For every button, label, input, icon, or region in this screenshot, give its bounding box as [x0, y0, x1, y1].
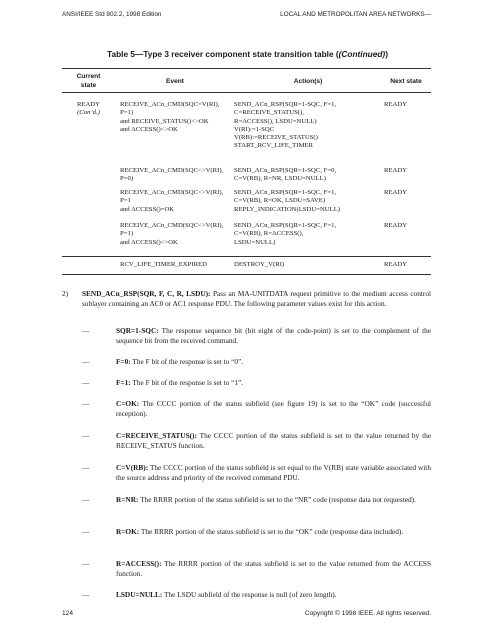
column-header-action: Action(s) — [293, 78, 323, 85]
table-row-3-next-state: READY — [384, 189, 408, 196]
definition-r-nr — [116, 495, 431, 505]
action-line: SEND_ACn_RSP(SQR=1-SQC, F=1, — [234, 101, 337, 108]
event-line: and ACCESS()=OK — [120, 205, 175, 213]
column-header-next-state: Next state — [390, 78, 422, 85]
table-row-3-event — [120, 189, 223, 214]
definition-text: The RRRR portion of the status subfield is set to the value returned from the ACCESS function. — [116, 559, 431, 579]
event-line: and RECEIVE_STATUS()<>OK — [120, 117, 209, 125]
table-row-1-event — [120, 101, 219, 134]
definition-text: The CCCC portion of the status subfield (see figure 19) is set to the “OK” code (successful reception). — [116, 399, 431, 419]
event-line: P=1 — [120, 197, 131, 205]
action-line: REPLY_INDICATION(LSDU=NULL) — [234, 205, 341, 213]
list-item-number: 2) — [62, 289, 69, 298]
item-2-paragraph — [82, 289, 431, 309]
definition-term: SQR=1-SQC: — [116, 326, 159, 335]
em-dash: — — [82, 399, 90, 408]
definition-r-access — [116, 559, 431, 579]
definition-term: R=NR: — [116, 495, 139, 504]
action-line: SEND_ACn_RSP(SQR=1-SQC, F=0, — [234, 167, 337, 174]
definition-term: C=V(RB): — [116, 463, 149, 472]
event-line: P=0) — [120, 175, 134, 183]
table-row-4-action — [234, 222, 336, 247]
running-header-left: ANSI/IEEE Std 802.2, 1998 Edition — [62, 11, 162, 18]
em-dash: — — [82, 326, 90, 335]
definition-sqr — [116, 326, 431, 346]
definition-term: F=1: — [116, 378, 131, 387]
definition-text: The F bit of the response is set to “0”. — [130, 357, 244, 366]
event-line: P=1) — [120, 230, 134, 238]
table-bottom-rule — [62, 274, 431, 275]
definition-f1 — [116, 378, 431, 388]
column-header-current-state — [62, 72, 115, 90]
column-header-current-line1: Current — [76, 73, 101, 80]
definition-c-receive-status — [116, 431, 431, 451]
table-row-2-next-state: READY — [384, 167, 408, 174]
em-dash: — — [82, 357, 90, 366]
action-line: C=V(RB), R=OK, LSDU=SAVE) — [234, 197, 326, 205]
table-row-1-action — [234, 101, 336, 151]
current-state-continued: (Con’d.) — [77, 109, 100, 117]
em-dash: — — [82, 559, 90, 568]
table-title: Table 5—Type 3 receiver component state transition table ((Continued)) — [107, 49, 388, 59]
definition-lsdu-null — [116, 590, 431, 600]
table-row-4-event — [120, 222, 223, 247]
table-row-1-next-state: READY — [384, 101, 408, 108]
table-row-5-action: DESTROY_V(RI) — [234, 261, 285, 268]
definition-text: The RRRR portion of the status subfield is set to the “NR” code (response data not requested). — [138, 495, 416, 504]
definition-text: The CCCC portion of the status subfield is set equal to the V(RB) state variable associated with the source address and priority of the received command PDU. — [116, 463, 431, 483]
definition-c-ok — [116, 399, 431, 419]
table-row-5-next-state: READY — [384, 261, 408, 268]
definition-term: R=OK: — [116, 527, 140, 536]
action-line: V(RI):=1-SQC — [234, 125, 275, 133]
definition-text: The RRRR portion of the status subfield is set to the “OK” code (response data included). — [139, 527, 404, 536]
table-row-2-action — [234, 167, 336, 184]
event-line: and ACCESS()<>OK — [120, 125, 178, 133]
em-dash: — — [82, 527, 90, 536]
action-line: SEND_ACn_RSP(SQR=1-SQC, F=1, — [234, 189, 337, 196]
table-row-4-next-state: READY — [384, 222, 408, 229]
definition-term: C=RECEIVE_STATUS(): — [116, 431, 197, 440]
table-last-row-rule — [62, 256, 431, 257]
action-line: SEND_ACn_RSP(SQR=1-SQC, F=1, — [234, 222, 337, 229]
em-dash: — — [82, 378, 90, 387]
action-line: R=ACCESS(), LSDU=NULL) — [234, 117, 317, 125]
event-line: and ACCESS()<>OK — [120, 238, 178, 246]
item-2-text: Pass an MA-UNITDATA request primitive to the medium access control sublayer containing an AC0 or AC1 response PDU. The following parameter values exist for this action. — [82, 289, 431, 309]
action-line: C=V(RB), R=ACCESS(), — [234, 230, 304, 238]
definition-term: R=ACCESS(): — [116, 559, 162, 568]
action-line: C=V(RB), R=NR, LSDU=NULL) — [234, 175, 326, 183]
event-line: RECEIVE_ACn_CMD(SQC<>V(RI), — [120, 222, 224, 229]
definition-term: F=0: — [116, 357, 131, 366]
em-dash: — — [82, 590, 90, 599]
table-row-2-event — [120, 167, 223, 184]
event-line: P=1) — [120, 109, 134, 117]
page-number: 124 — [62, 610, 74, 617]
table-top-rule — [62, 68, 431, 69]
definition-term: LSDU=NULL: — [116, 590, 163, 599]
table-header-rule — [62, 92, 431, 93]
table-title-suffix: (Continued) — [338, 49, 386, 59]
copyright-notice: Copyright © 1998 IEEE. All rights reserved. — [304, 610, 431, 617]
definition-c-vrb — [116, 463, 431, 483]
event-line: RECEIVE_ACn_CMD(SQC=V(RI), — [120, 101, 220, 108]
column-header-event: Event — [166, 78, 184, 85]
definition-text: The LSDU subfield of the response is null (of zero length). — [162, 590, 337, 599]
event-line: RECEIVE_ACn_CMD(SQC<>V(RI), — [120, 189, 224, 196]
action-line: LSDU=NULL) — [234, 238, 276, 246]
em-dash: — — [82, 431, 90, 440]
action-line: START_RCV_LIFE_TIMER — [234, 142, 313, 150]
current-state-cell — [62, 101, 115, 118]
table-row-3-action — [234, 189, 340, 214]
definition-term: C=OK: — [116, 399, 140, 408]
em-dash: — — [82, 463, 90, 472]
em-dash: — — [82, 495, 90, 504]
current-state-value: READY — [76, 101, 101, 108]
running-header-right: LOCAL AND METROPOLITAN AREA NETWORKS— — [280, 11, 431, 18]
definition-r-ok — [116, 527, 431, 537]
table-row-5-event: RCV_LIFE_TIMER_EXPIRED — [120, 261, 207, 268]
item-2-term: SEND_ACn_RSP(SQR, F, C, R, LSDU): — [82, 289, 211, 298]
event-line: RECEIVE_ACn_CMD(SQC<>V(RI), — [120, 167, 224, 174]
definition-f0 — [116, 357, 431, 367]
definition-text: The CCCC portion of the status subfield is set to the value returned by the RECEIVE_STATUS function. — [116, 431, 431, 451]
column-header-current-line2: state — [80, 82, 97, 89]
definition-text: The response sequence bit (bit eight of the code-point) is set to the complement of the sequence bit from the received command. — [116, 326, 431, 346]
table-title-main: Table 5—Type 3 receiver component state transition table — [107, 49, 334, 59]
action-line: C=RECEIVE_STATUS(), — [234, 109, 304, 117]
action-line: V(RB):=RECEIVE_STATUS() — [234, 134, 318, 142]
definition-text: The F bit of the response is set to “1”. — [130, 378, 244, 387]
